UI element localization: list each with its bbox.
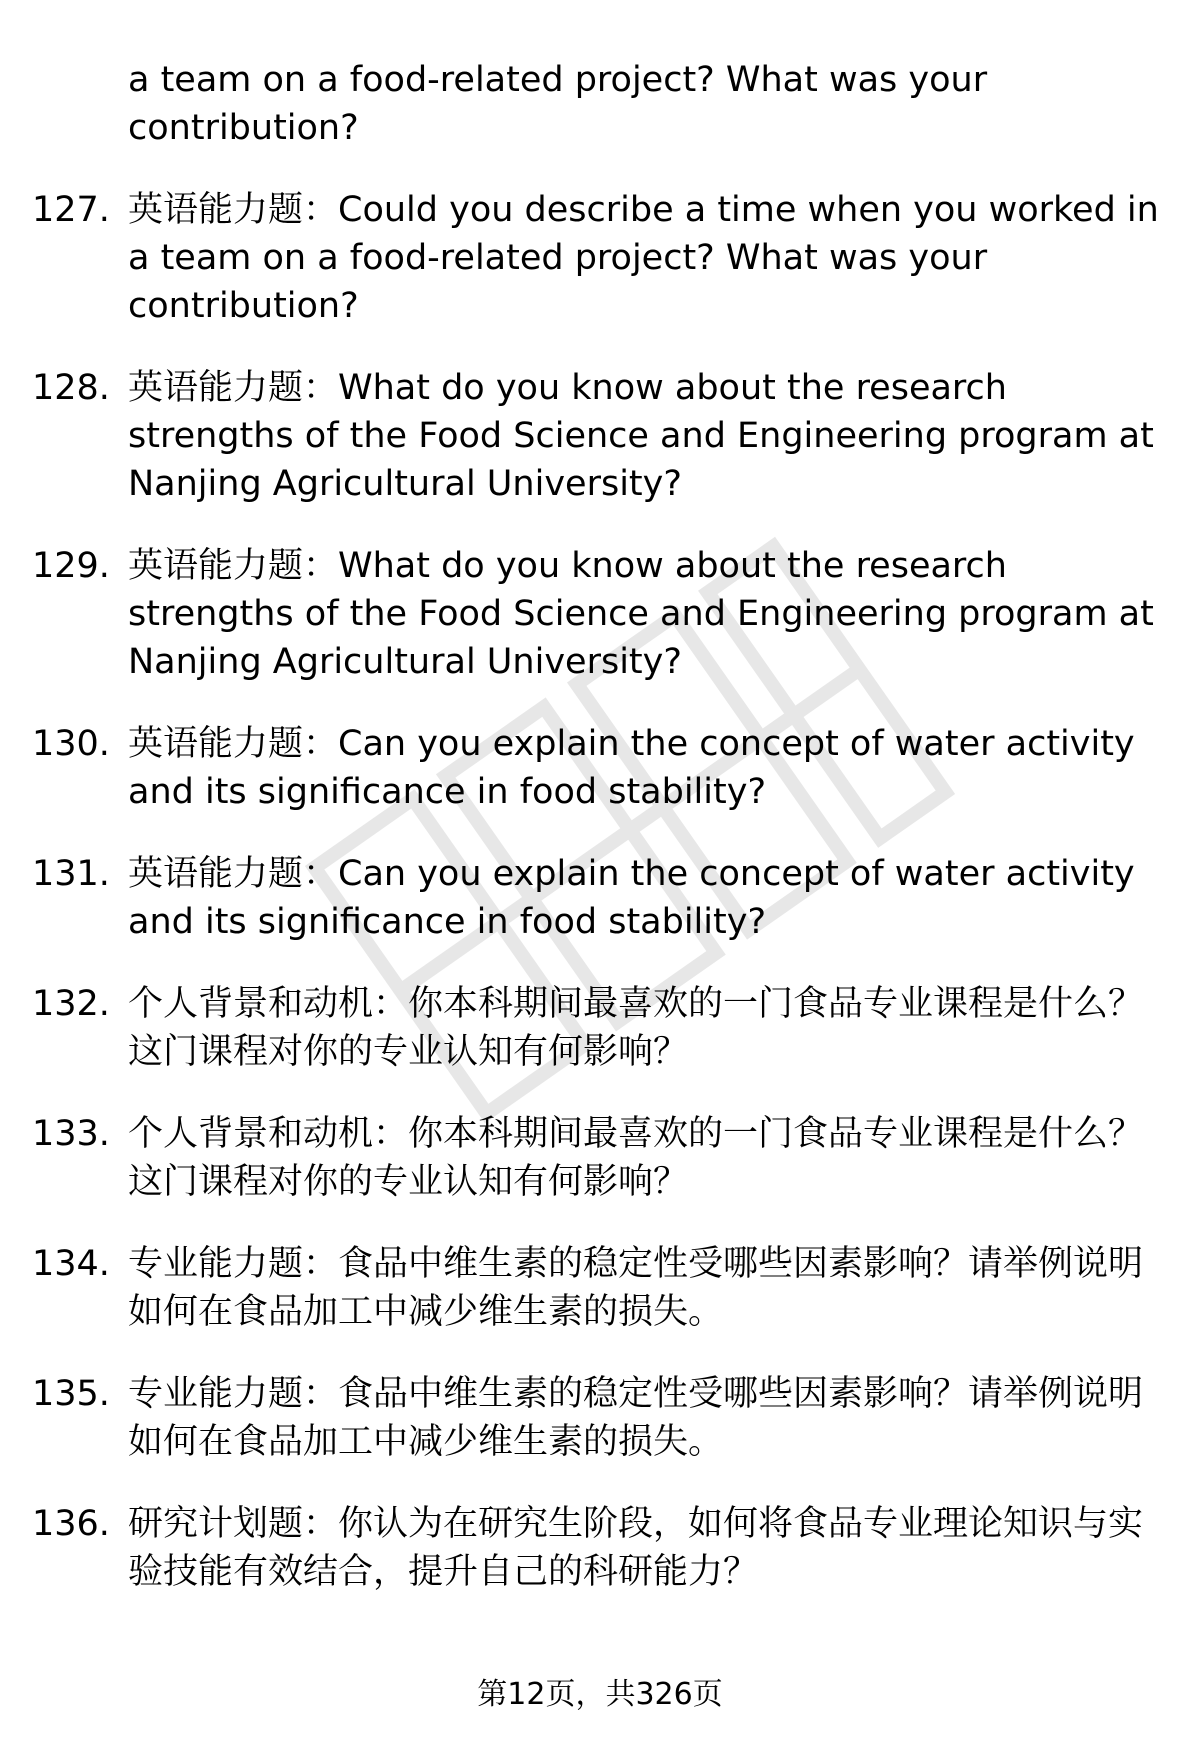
page-number-label: 第12页，共326页 <box>477 1677 723 1712</box>
question-number: 131. <box>32 854 110 894</box>
question-text: 英语能力题：Can you explain the concept of water activity and its significance in food stability? <box>128 854 1135 942</box>
question-text: 个人背景和动机：你本科期间最喜欢的一门食品专业课程是什么？这门课程对你的专业认知有何影响？ <box>128 984 1144 1072</box>
question-item <box>0 1110 1200 1206</box>
question-number: 129. <box>32 546 110 586</box>
question-item <box>0 1240 1200 1336</box>
question-number: 134. <box>32 1244 110 1284</box>
question-item <box>0 850 1200 946</box>
question-text: 研究计划题：你认为在研究生阶段，如何将食品专业理论知识与实验技能有效结合，提升自己的科研能力？ <box>128 1504 1144 1592</box>
question-text: 英语能力题：Could you describe a time when you worked in a team on a food-related project? What was your contribution? <box>128 190 1159 326</box>
question-text: 英语能力题：What do you know about the research strengths of the Food Science and Engineering program at Nanjing Agricultural University? <box>128 368 1154 504</box>
question-item <box>0 1500 1200 1596</box>
question-number: 128. <box>32 368 110 408</box>
question-number: 133. <box>32 1114 110 1154</box>
question-text: 英语能力题：Can you explain the concept of water activity and its significance in food stability? <box>128 724 1135 812</box>
question-number: 135. <box>32 1374 110 1414</box>
question-item <box>0 186 1200 330</box>
question-number: 136. <box>32 1504 110 1544</box>
question-text: a team on a food-related project? What was your contribution? <box>128 60 988 148</box>
question-item <box>0 364 1200 508</box>
question-item <box>0 56 1200 152</box>
question-item <box>0 980 1200 1076</box>
question-text: 个人背景和动机：你本科期间最喜欢的一门食品专业课程是什么？这门课程对你的专业认知有何影响？ <box>128 1114 1144 1202</box>
question-number: 130. <box>32 724 110 764</box>
question-number: 132. <box>32 984 110 1024</box>
question-text: 专业能力题：食品中维生素的稳定性受哪些因素影响？请举例说明如何在食品加工中减少维生素的损失。 <box>128 1374 1144 1462</box>
question-item <box>0 1370 1200 1466</box>
page-number-footer <box>0 1675 1200 1715</box>
question-list <box>0 56 1200 1630</box>
question-text: 专业能力题：食品中维生素的稳定性受哪些因素影响？请举例说明如何在食品加工中减少维生素的损失。 <box>128 1244 1144 1332</box>
question-item <box>0 720 1200 816</box>
question-number: 127. <box>32 190 110 230</box>
question-text: 英语能力题：What do you know about the research strengths of the Food Science and Engineering program at Nanjing Agricultural University? <box>128 546 1154 682</box>
question-item <box>0 542 1200 686</box>
